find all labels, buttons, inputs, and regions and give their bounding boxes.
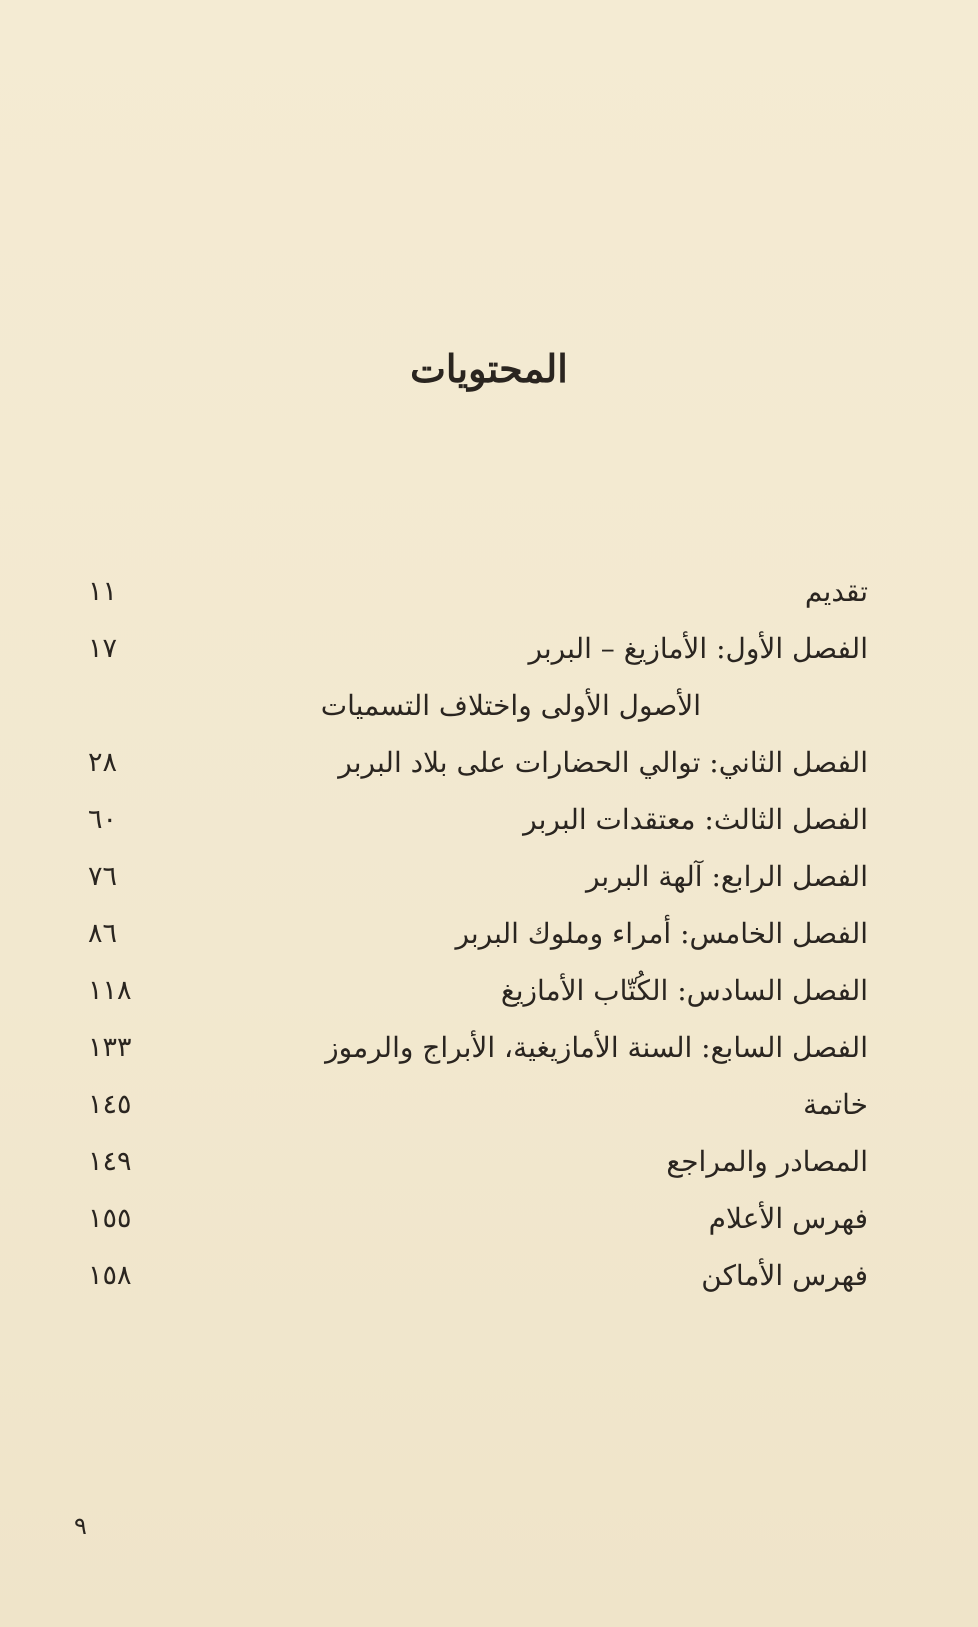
toc-entry xyxy=(0,572,978,630)
page-title: المحتويات xyxy=(410,346,568,391)
table-of-contents xyxy=(0,572,978,1332)
toc-entry-page: ٧٦ xyxy=(88,861,118,892)
toc-entry-page: ١١٨ xyxy=(88,975,132,1006)
toc-entry-page: ١٥٥ xyxy=(88,1203,132,1234)
toc-entry-title: خاتمة xyxy=(803,1088,868,1121)
toc-entry xyxy=(0,743,978,801)
toc-entry-title: فهرس الأماكن xyxy=(701,1259,868,1292)
toc-entry-title: الفصل الأول: الأمازيغ – البربر xyxy=(528,632,868,665)
page-number: ٩ xyxy=(74,1512,87,1540)
toc-entry-page: ١٥٨ xyxy=(88,1260,132,1291)
toc-entry-title: الفصل السادس: الكُتّاب الأمازيغ xyxy=(500,974,868,1007)
toc-entry-page: ٢٨ xyxy=(88,747,118,778)
toc-entry-page: ١٤٥ xyxy=(88,1089,132,1120)
toc-entry xyxy=(0,857,978,915)
toc-entry-title: الفصل الثالث: معتقدات البربر xyxy=(523,803,868,836)
toc-entry-page: ٦٠ xyxy=(88,804,118,835)
toc-entry xyxy=(0,629,978,687)
toc-entry-continuation xyxy=(0,686,978,744)
toc-entry-title: الفصل الرابع: آلهة البربر xyxy=(585,860,868,893)
toc-entry-page: ١١ xyxy=(88,576,118,607)
toc-entry-title: فهرس الأعلام xyxy=(708,1202,868,1235)
toc-entry-page: ١٧ xyxy=(88,633,118,664)
toc-entry-title: تقديم xyxy=(804,575,868,608)
toc-entry xyxy=(0,800,978,858)
toc-entry-title: المصادر والمراجع xyxy=(666,1145,868,1178)
toc-entry-page: ٨٦ xyxy=(88,918,118,949)
toc-entry-title: الفصل الثاني: توالي الحضارات على بلاد البربر xyxy=(338,746,868,779)
toc-entry xyxy=(0,971,978,1029)
toc-entry xyxy=(0,914,978,972)
toc-entry-title: الفصل السابع: السنة الأمازيغية، الأبراج والرموز xyxy=(325,1031,868,1064)
toc-entry-title: الفصل الخامس: أمراء وملوك البربر xyxy=(455,917,868,950)
toc-entry-page: ١٣٣ xyxy=(88,1032,132,1063)
toc-entry xyxy=(0,1085,978,1143)
toc-entry-page: ١٤٩ xyxy=(88,1146,132,1177)
toc-entry xyxy=(0,1142,978,1200)
toc-entry xyxy=(0,1256,978,1314)
toc-entry-title: الأصول الأولى واختلاف التسميات xyxy=(320,689,701,722)
toc-entry xyxy=(0,1199,978,1257)
toc-entry xyxy=(0,1028,978,1086)
